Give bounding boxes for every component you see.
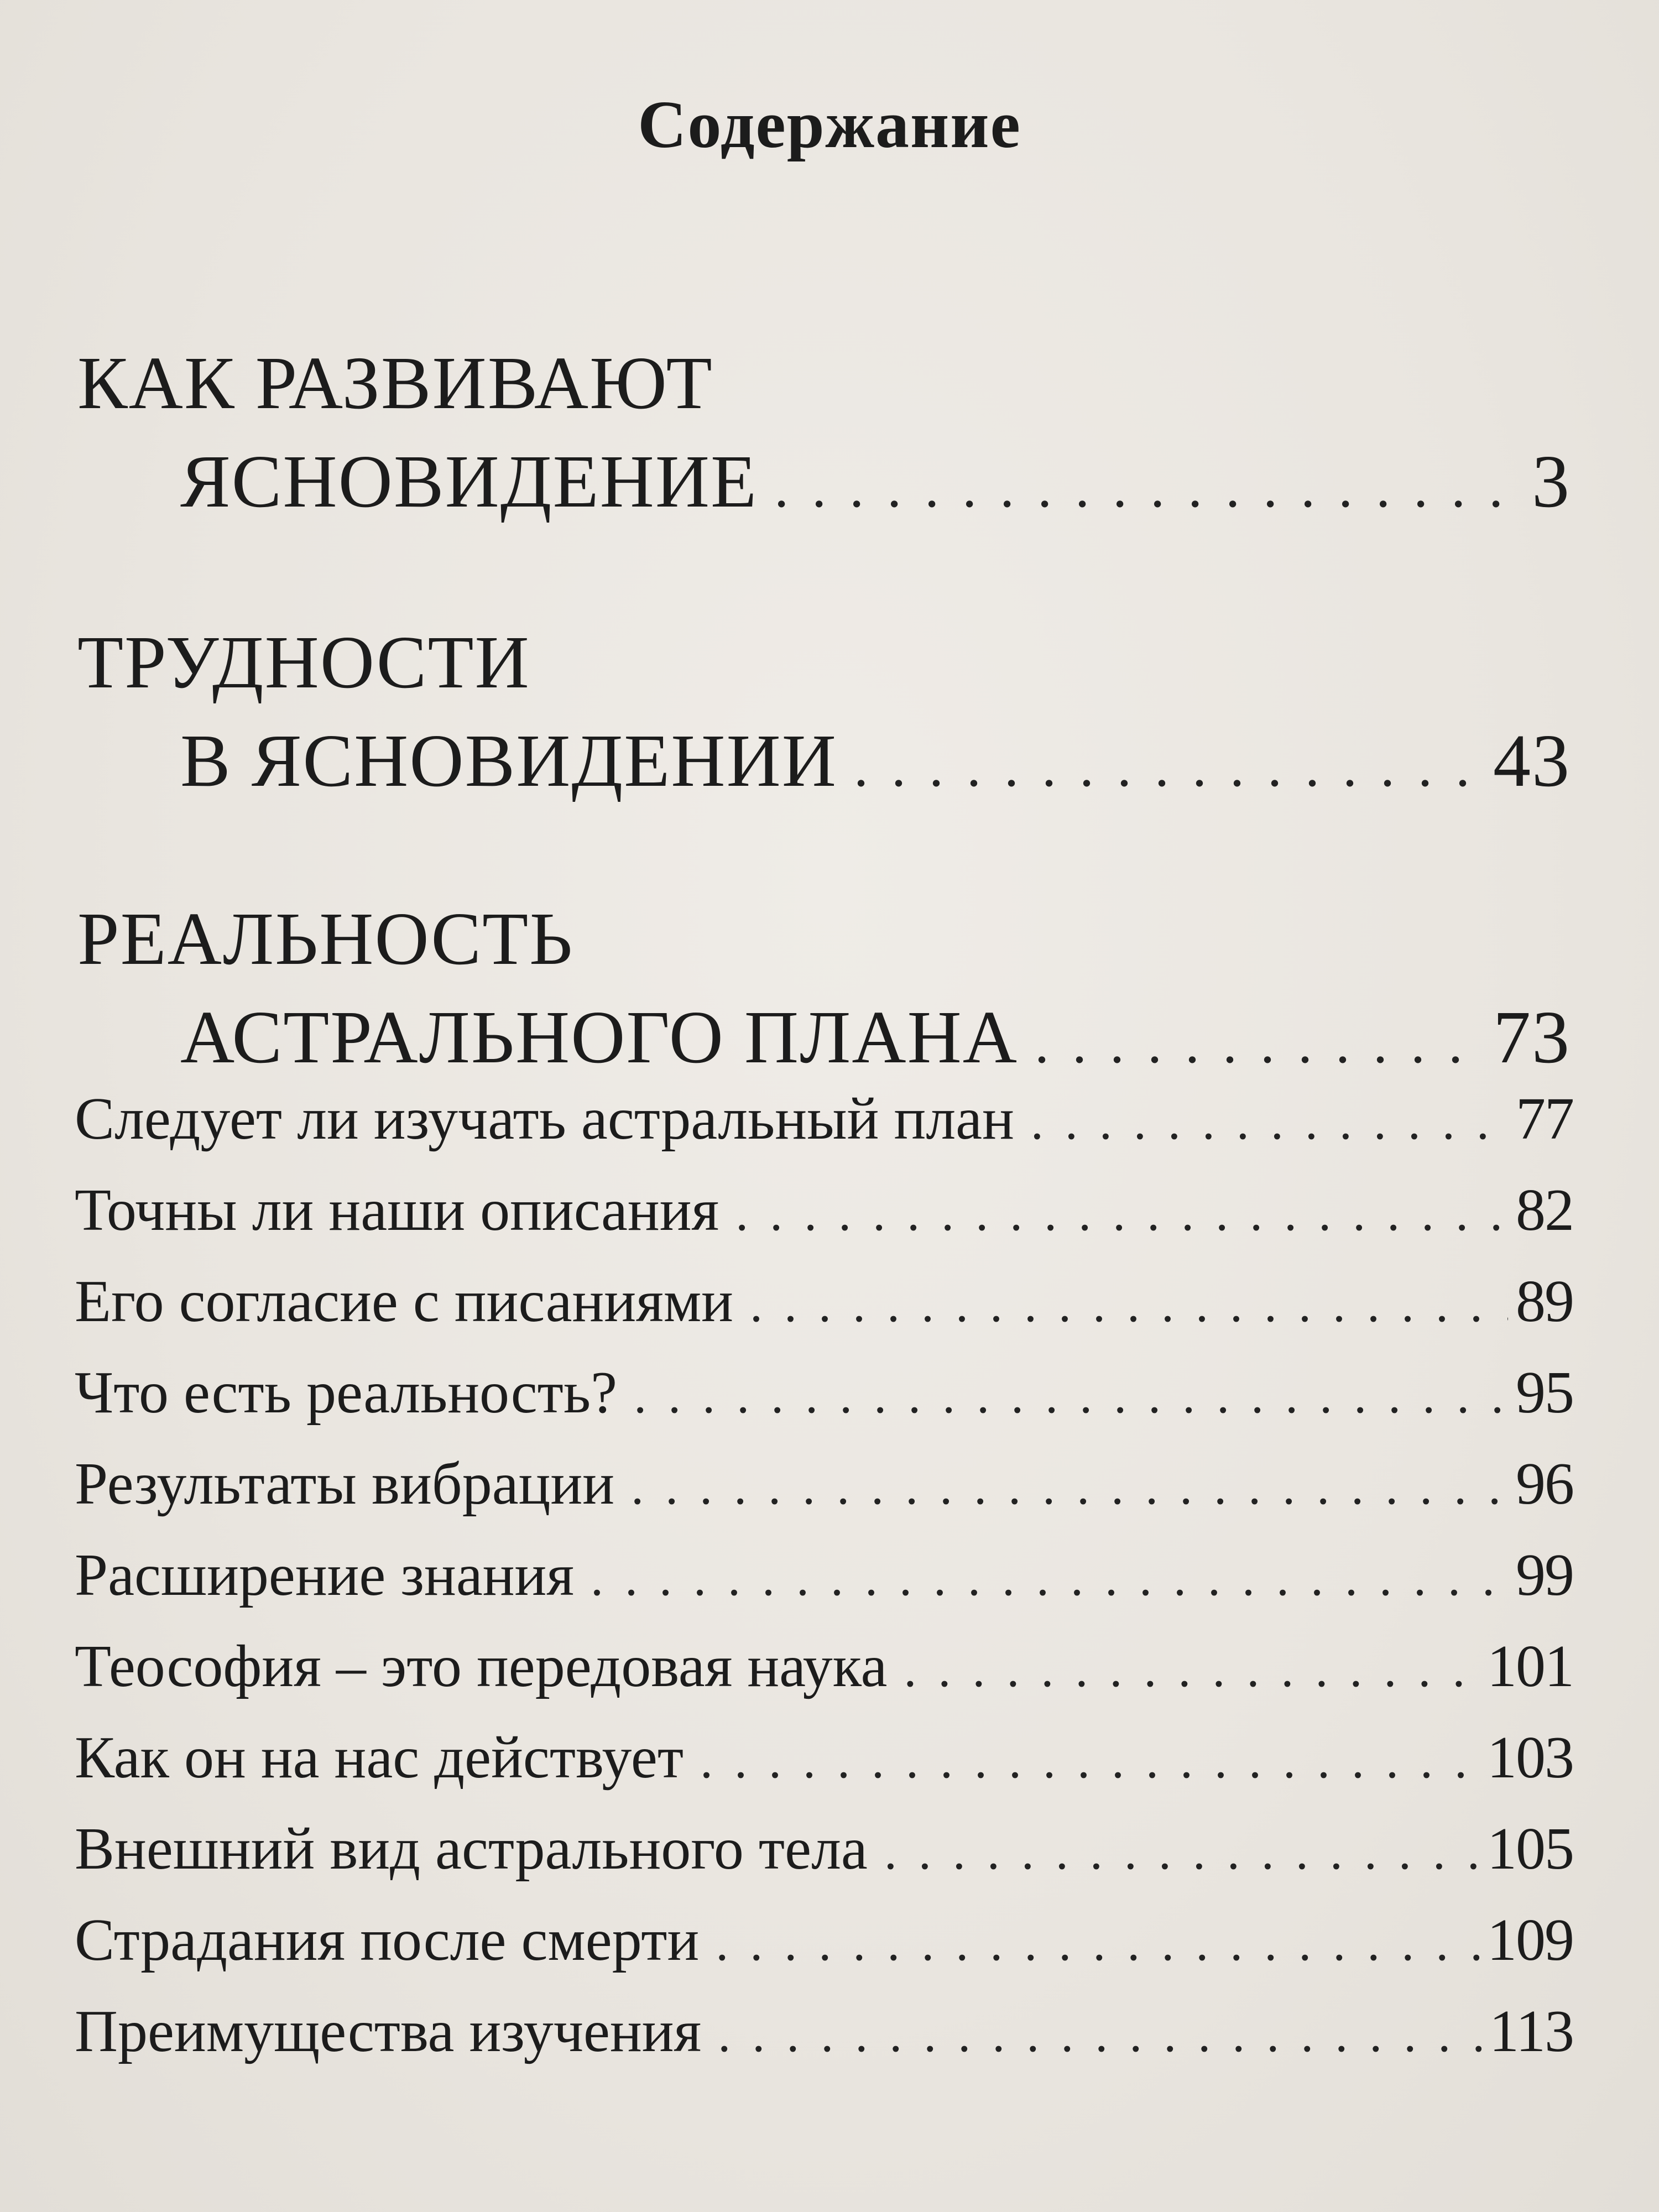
page-number: 3: [1532, 440, 1571, 523]
toc-item-label: Как он на нас действует: [75, 1725, 684, 1791]
toc-item: [75, 1542, 1573, 1637]
toc-item: [75, 1269, 1573, 1363]
section-heading-continued: ЯСНОВИДЕНИЕ: [180, 440, 758, 523]
page-title: Содержание: [638, 87, 1021, 162]
toc-item: [75, 1725, 1573, 1819]
page-number: 113: [1489, 1999, 1573, 2064]
toc-item-label: Точны ли наши описания: [75, 1177, 719, 1243]
section-entry: [77, 719, 1571, 802]
toc-item-label: Его согласие с писаниями: [75, 1269, 733, 1334]
dot-leader: [716, 1917, 1479, 1968]
toc-section: [77, 342, 1571, 523]
page-number: 99: [1516, 1542, 1573, 1608]
dot-leader: [904, 1644, 1479, 1694]
toc-item-label: Расширение знания: [75, 1542, 575, 1608]
dot-leader: [591, 1552, 1508, 1603]
dot-leader: [718, 2008, 1481, 2059]
page-number: 89: [1516, 1269, 1573, 1334]
toc-item-label: Страдания после смерти: [75, 1907, 700, 1973]
toc-item-label: Внешний вид астрального тела: [75, 1816, 868, 1882]
section-entry: [77, 440, 1571, 523]
page-number: 103: [1487, 1725, 1573, 1791]
toc-item-label: Теософия – это передовая наука: [75, 1634, 888, 1699]
toc-item: [75, 1086, 1573, 1181]
section-heading-continued: В ЯСНОВИДЕНИИ: [180, 719, 837, 802]
toc-section: [77, 621, 1571, 802]
toc-item: [75, 1907, 1573, 2002]
page-number: 77: [1516, 1086, 1573, 1152]
toc-item-label: Результаты вибрации: [75, 1451, 615, 1517]
dot-leader: [1031, 1096, 1508, 1147]
section-heading: КАК РАЗВИВАЮТ: [77, 342, 713, 425]
dot-leader: [884, 1826, 1479, 1877]
toc-item-label: Следует ли изучать астральный план: [75, 1086, 1014, 1152]
toc-item: [75, 1999, 1573, 2093]
page-number: 105: [1487, 1816, 1573, 1882]
dot-leader: [854, 738, 1485, 796]
toc-item-label: Что есть реальность?: [75, 1360, 618, 1426]
section-entry: [77, 996, 1571, 1079]
dot-leader: [700, 1735, 1479, 1786]
page-number: 109: [1487, 1907, 1573, 1973]
section-heading: РЕАЛЬНОСТЬ: [77, 898, 574, 980]
toc-item: [75, 1451, 1573, 1546]
page-number: 101: [1487, 1634, 1573, 1699]
page-number: 95: [1516, 1360, 1573, 1426]
section-heading-continued: АСТРАЛЬНОГО ПЛАНА: [180, 996, 1018, 1079]
toc-item-label: Преимущества изучения: [75, 1999, 702, 2064]
page-number: 73: [1493, 996, 1571, 1079]
dot-leader: [631, 1461, 1508, 1512]
toc-subitems: [75, 1086, 1573, 2093]
section-heading: ТРУДНОСТИ: [77, 621, 530, 704]
dot-leader: [774, 459, 1524, 517]
dot-leader: [735, 1187, 1508, 1238]
page-number: 43: [1493, 719, 1571, 802]
dot-leader: [634, 1370, 1508, 1421]
toc-item: [75, 1360, 1573, 1454]
page-number: 82: [1516, 1177, 1573, 1243]
toc-item: [75, 1816, 1573, 1911]
dot-leader: [1035, 1015, 1485, 1072]
toc-item: [75, 1177, 1573, 1272]
page-number: 96: [1516, 1451, 1573, 1517]
toc-section: [77, 898, 1571, 1079]
toc-item: [75, 1634, 1573, 1728]
dot-leader: [750, 1279, 1508, 1329]
